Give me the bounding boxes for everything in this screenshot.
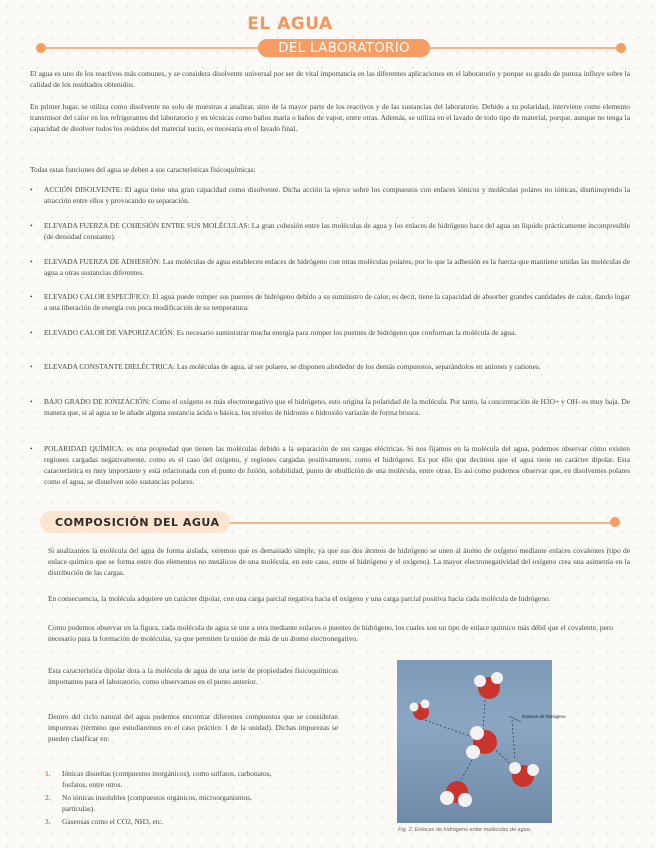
bullet-icon: • [30,221,33,230]
water-molecule [474,672,503,699]
section-paragraph-5: Dentro del ciclo natural del agua podemos encontrar diferentes compuestos que se consideran impurezas (término que estudiaremos en el caso práctico 1 de la unidad). Dichas impurezas se pueden clasificar en: [48,712,338,743]
intro-paragraph-2: En primer lugar, se utiliza como disolvente no solo de muestras a analizar, sino de la mayor parte de los reactivos y de las sustancias del laboratorio. Debido a su polaridad, interviene como elemento transmisor del calor en los refrigerantes del laboratorio y en técnicas como baños maría o baños de vapor, entre otras. Además, se utiliza en el lavado de todo tipo de material, porque, aunque no tenga la capacidad de disolver todos los residuos del material sucio, es necesaria en el lavado final. [30,102,630,133]
property-text: ELEVADA FUERZA DE COHESIÓN ENTRE SUS MOLÉCULAS: La gran cohesión entre las moléculas de agua y los enlaces de hidrógeno hace del agua un líquido prácticamente incompresible (de densidad constante). [44,221,630,241]
header-line-left [40,47,258,49]
impurity-text: Gaseosas como el CO2, NH3, etc. [62,817,163,826]
section-paragraph-2: En consecuencia, la molécula adquiere un carácter dipolar, con una carga parcial negativa hacia el oxígeno y una carga parcial positiva hacia cada molécula de hidrógeno. [48,594,551,603]
water-molecules-figure [397,660,566,823]
bullet-icon: • [30,444,33,453]
label-pointer [509,716,521,722]
impurity-text: Iónicas disueltas (compuestos inorgánicos), como sulfatos, carbonatos, fosfatos, entre otros. [62,769,272,789]
section-paragraph-4: Esta característica dipolar dota a la molécula de agua de una serie de propiedades fisicoquímicas importantes para el laboratorio, como observamos en el punto anterior. [48,666,338,686]
impurity-number: 2. [45,793,51,802]
section-dot [610,517,620,527]
property-text: POLARIDAD QUÍMICA: es una propiedad que tienen las moléculas debido a la separación de sus cargas eléctricas. Si nos fijamos en la molécula del agua, podemos observar cómo existen regiones cargadas negativamente, como es el caso del oxígeno, y regiones cargadas positivamente, como el hidrógeno. Es por ello que decimos que el agua tiene un carácter dipolar. Esta característica es muy importante y está relacionada con el punto de fusión, solubilidad, punto de ebullición de una molécula, entre otras. Es así como podemos observar que, en disolventes polares como el agua, se disuelven solo sustancias polares. [44,444,630,486]
impurity-number: 3. [45,817,51,826]
intro-paragraph-3: Todas estas funciones del agua se deben a sus características fisicoquímicas: [30,165,256,174]
figure-caption: Fig. 2. Enlaces de hidrógeno entre moléculas de agua. [398,827,532,833]
hydrogen-bond-lines [425,700,515,784]
water-molecule [410,700,430,721]
impurity-number: 1. [45,769,51,778]
page-title: EL AGUA [247,14,333,34]
section-line [230,522,610,524]
water-molecule [440,781,472,807]
property-text: ELEVADA CONSTANTE DIELÉCTRICA: Las moléculas de agua, al ser polares, se disponen alrededor de los demás compuestos, separándolos en aniones y cationes. [44,362,541,371]
bullet-icon: • [30,362,33,371]
header-dot-left [36,43,46,53]
bullet-icon: • [30,397,33,406]
section-title: COMPOSICIÓN DEL AGUA [55,516,220,529]
property-text: BAJO GRADO DE IONIZACIÓN: Como el oxígeno es más electronegativo que el hidrógeno, esto origina la polaridad de la molécula. Por tanto, la concentración de H3O+ y OH- es muy baja. De manera que, si al agua se le añade alguna sustancia ácida o básica, los niveles de hidronio e hidroxilo variarán de forma brusca. [44,397,630,417]
bullet-icon: • [30,185,33,194]
water-molecule [509,762,539,787]
bullet-icon: • [30,292,33,301]
molecule-illustration [397,660,566,823]
impurity-text: No iónicas insolubles (compuestos orgánicos, microorganismos, partículas). [62,793,253,813]
property-text: ELEVADO CALOR DE VAPORIZACIÓN: Es necesario suministrar mucha energía para romper los puentes de hidrógeno que conforman la molécula de agua. [44,328,517,337]
page-subtitle: DEL LABORATORIO [278,40,410,56]
bullet-icon: • [30,328,33,337]
header-line-right [430,47,620,49]
property-text: ELEVADO CALOR ESPECÍFICO: El agua puede romper sus puentes de hidrógeno debido a su suministro de calor, es decir, tiene la capacidad de absorber grandes cantidades de calor, dando lugar a una liberación de energía con poca modificación de su temperatura. [44,292,630,312]
property-text: ELEVADA FUERZA DE ADHESIÓN: Las moléculas de agua establecen enlaces de hidrógeno con otras moléculas polares, por lo que la adhesión es la fuerza que mantiene unidas las moléculas de agua a otras sustancias diferentes. [44,257,630,277]
section-paragraph-1: Si analizamos la molécula del agua de forma aislada, veremos que es demasiado simple, ya que sus dos átomos de hidrógeno se unen al átomo de oxígeno mediante enlaces covalentes (tipo de enlace químico que se forma entre dos elementos no metálicos de una molécula, en este caso, entre el hidrógeno y el oxígeno). La mayor electronegatividad del oxígeno crea una asimetría en la distribución de las cargas. [48,546,630,577]
property-text: ACCIÓN DISOLVENTE: El agua tiene una gran capacidad como disolvente. Dicha acción la ejerce sobre los compuestos con enlaces iónicos y moléculas polares no iónicas, disminuyendo la atracción entre ellos y provocando su separación. [44,185,630,205]
water-molecule [466,726,497,759]
figure-label: Enlaces de hidrógeno [522,714,566,719]
section-paragraph-3: Como podemos observar en la figura, cada molécula de agua se une a otra mediante enlaces o puentes de hidrógeno, los cuales son un tipo de enlace químico más débil que el covalente, pero necesario para la formación de moléculas, ya que permiten la unión de más de un átomo electronegativo. [48,623,613,643]
intro-paragraph-1: El agua es uno de los reactivos más comunes, y se considera disolvente universal por ser de vital importancia en las diferentes aplicaciones en el laboratorio y porque su grado de pureza influye sobre la calidad de los resultados obtenidos. [30,69,630,89]
header-dot-right [616,43,626,53]
bullet-icon: • [30,257,33,266]
